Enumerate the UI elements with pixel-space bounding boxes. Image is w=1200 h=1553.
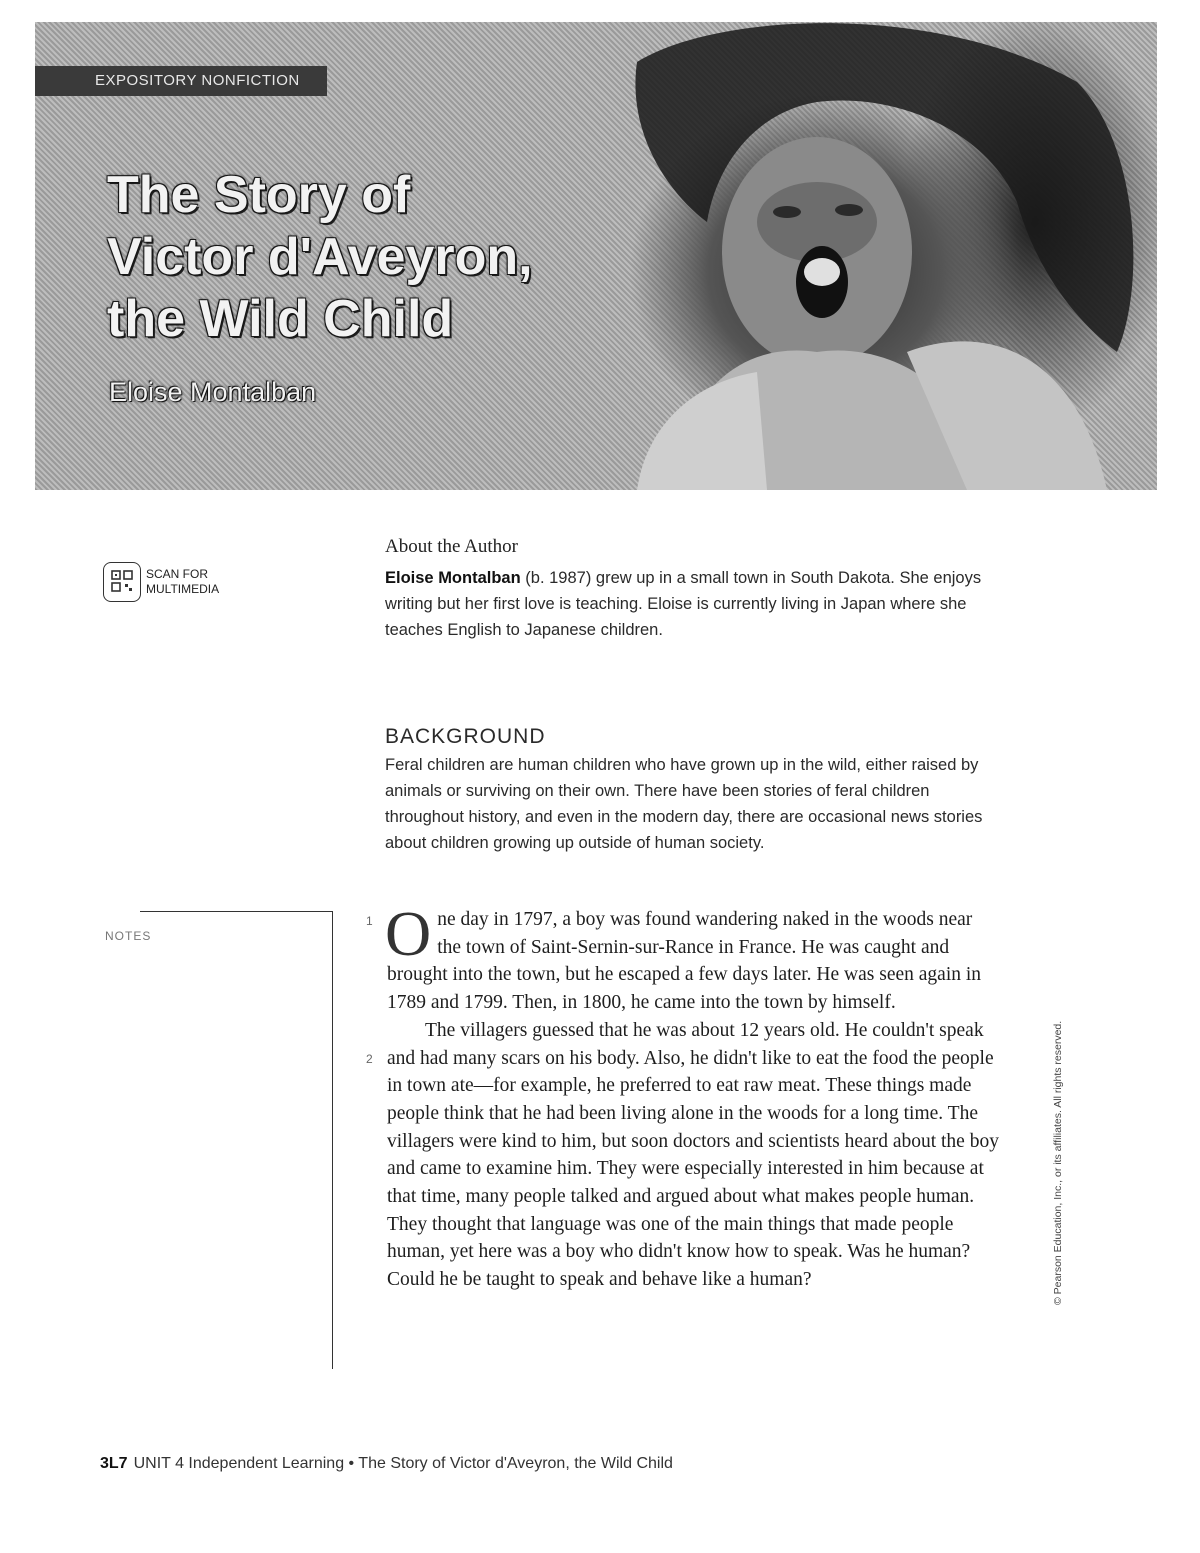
story-body bbox=[385, 898, 999, 1294]
background-heading: BACKGROUND bbox=[385, 725, 546, 748]
footer-text: UNIT 4 Independent Learning • The Story of Victor d'Aveyron, the Wild Child bbox=[133, 1455, 673, 1472]
notes-top-rule bbox=[140, 911, 332, 912]
story-paragraph: One day in 1797, a boy was found wandering naked in the woods near the town of Saint-Sernin-sur-Rance in France. He was caught and brought into the town, but he escaped a few days later. He was seen again in 1789 and 1799. Then, in 1800, he came into the town by himself. bbox=[385, 898, 982, 1014]
about-author-text: Eloise Montalban (b. 1987) grew up in a small town in South Dakota. She enjoys writing but her first love is teaching. Eloise is currently living in Japan where she teaches English to Japanese children. bbox=[385, 569, 982, 639]
author-byline: Eloise Montalban bbox=[109, 377, 317, 407]
genre-tag: EXPOSITORY NONFICTION bbox=[35, 66, 327, 96]
notes-side-rule bbox=[332, 911, 333, 1369]
scan-for-multimedia[interactable] bbox=[103, 562, 219, 602]
scan-label: SCAN FOR MULTIMEDIA bbox=[146, 567, 220, 596]
author-name: Eloise Montalban bbox=[385, 569, 521, 587]
header-banner bbox=[35, 22, 1157, 490]
page-title: The Story of Victor d'Aveyron, the Wild Child bbox=[107, 166, 533, 348]
background-text: Feral children are human children who have grown up in the wild, either raised by animals or surviving on their own. There have been stories of feral children throughout history, and even in the modern day, there are occasional news stories about children growing up outside of human society. bbox=[385, 756, 983, 852]
qr-scan-icon bbox=[103, 562, 141, 602]
notes-label: NOTES bbox=[105, 929, 152, 943]
page-number: 3L7 bbox=[100, 1455, 128, 1472]
page-footer bbox=[100, 1455, 673, 1473]
paragraph-number: 1 bbox=[366, 914, 373, 928]
copyright-notice: © Pearson Education, Inc., or its affiliates. All rights reserved. bbox=[1052, 1020, 1064, 1305]
wild-child-photo bbox=[517, 22, 1157, 490]
about-author-heading: About the Author bbox=[385, 536, 518, 557]
paragraph-number: 2 bbox=[366, 1052, 373, 1066]
story-paragraph: The villagers guessed that he was about 12 years old. He couldn't speak and had many scars on his body. Also, he didn't like to eat the food the people in town ate—for example, he preferred to eat raw meat. These things made people think that he had been living alone in the woods for a long time. The villagers were kind to him, but soon doctors and scientists heard about the boy and came to examine him. They were especially interested in him because at that time, many people talked and argued about what makes people human. They thought that language was one of the main things that made people human, yet here was a boy who didn't know how to speak. Was he human? Could he be taught to speak and behave like a human? bbox=[387, 1019, 999, 1291]
drop-cap: O bbox=[385, 898, 432, 969]
